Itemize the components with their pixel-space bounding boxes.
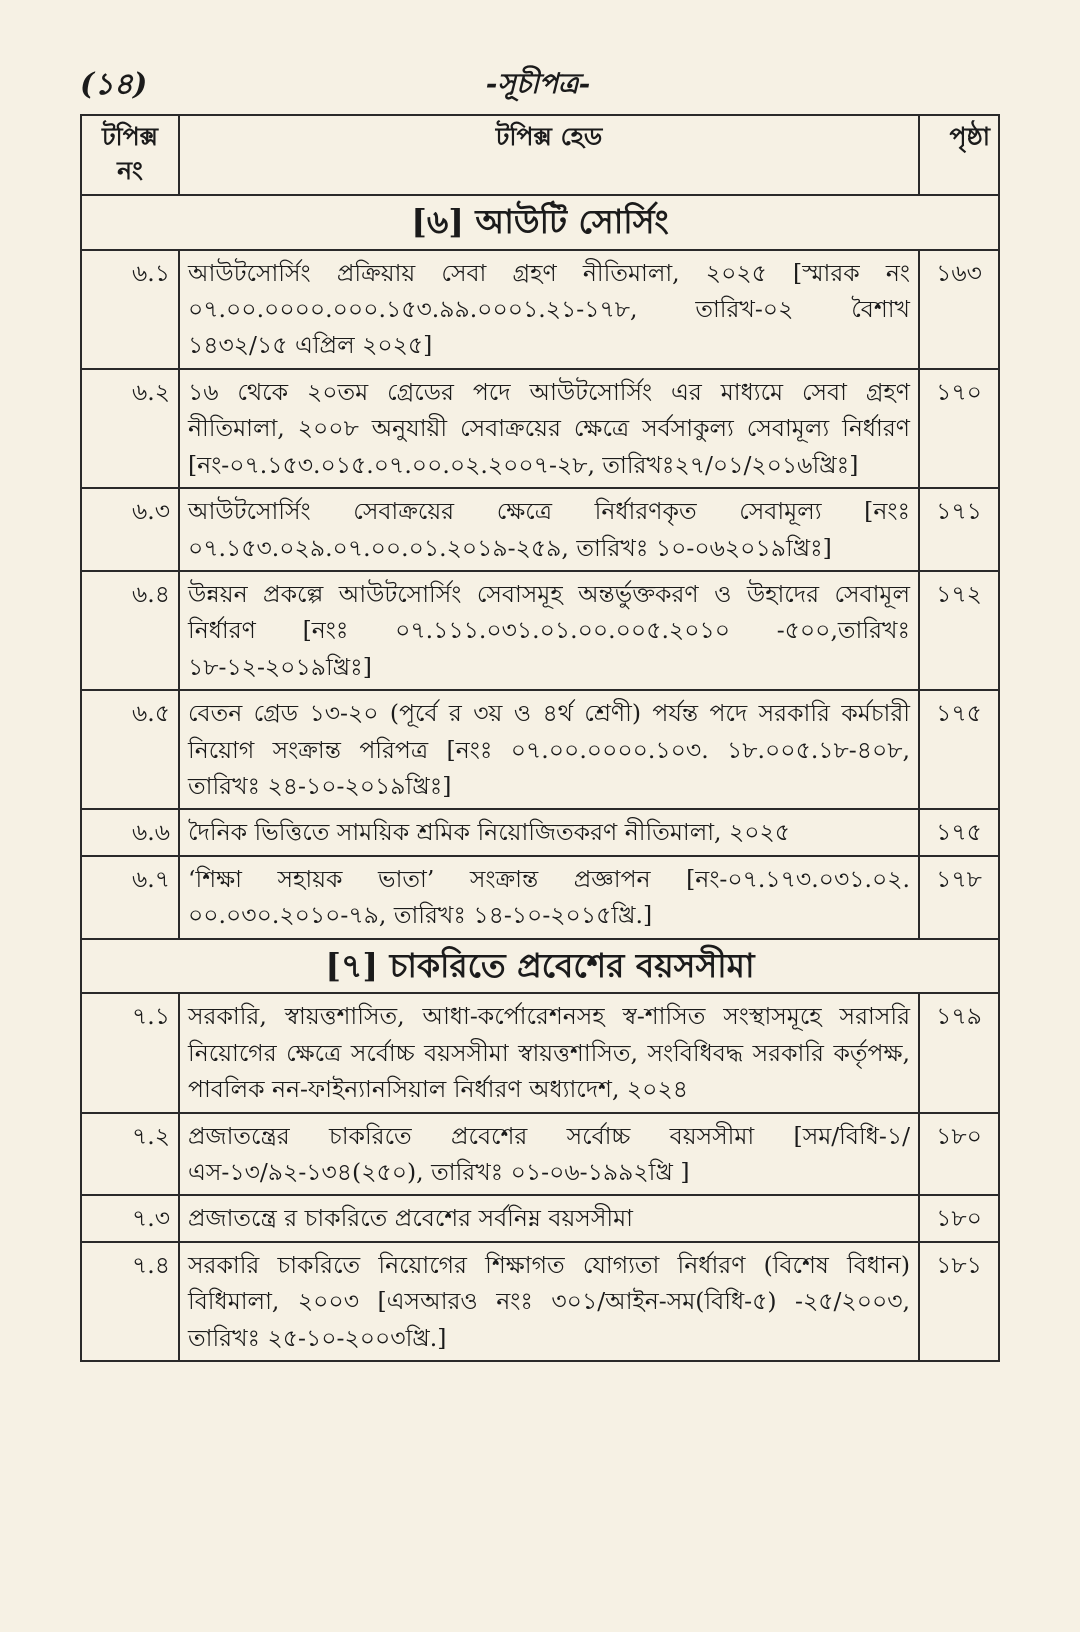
section-header-row (81, 939, 999, 994)
page-header (78, 60, 998, 104)
topic-number: ৬.৬ (81, 809, 179, 855)
topic-page: ১৭৮ (919, 856, 999, 939)
page-title: -সূচীপত্র- (485, 67, 591, 100)
topic-number: ৭.৪ (81, 1242, 179, 1361)
topic-number: ৬.২ (81, 369, 179, 488)
topic-page: ১৮০ (919, 1195, 999, 1241)
table-row (81, 1113, 999, 1196)
topic-number: ৬.৭ (81, 856, 179, 939)
column-header-topic-head: টপিক্স হেড (179, 115, 919, 195)
topic-page: ১৭২ (919, 571, 999, 690)
column-header-page: পৃষ্ঠা (919, 115, 999, 195)
topic-number: ৬.৪ (81, 571, 179, 690)
topic-text: সরকারি চাকরিতে নিয়োগের শিক্ষাগত যোগ্যতা নির্ধারণ (বিশেষ বিধান) বিধিমালা, ২০০৩ [এসআরও নংঃ ৩০১/আইন-সম(বিধি-৫) -২৫/২০০৩, তারিখঃ ২৫-১০-২০০৩খ্রি.] (179, 1242, 919, 1361)
topic-page: ১৬৩ (919, 250, 999, 369)
topic-text: ১৬ থেকে ২০তম গ্রেডের পদে আউটসোর্সিং এর মাধ্যমে সেবা গ্রহণ নীতিমালা, ২০০৮ অনুযায়ী সেবাক্রয়ের ক্ষেত্রে সর্বসাকুল্য সেবামূল্য নির্ধারণ [নং-০৭.১৫৩.০১৫.০৭.০০.০২.২০০৭-২৮, তারিখঃ২৭/০১/২০১৬খ্রিঃ] (179, 369, 919, 488)
topic-page: ১৭৫ (919, 690, 999, 809)
table-row (81, 369, 999, 488)
page-number: (১৪) (80, 67, 148, 102)
topic-page: ১৭১ (919, 488, 999, 571)
table-row (81, 250, 999, 369)
table-row (81, 1242, 999, 1361)
topic-page: ১৭০ (919, 369, 999, 488)
topic-text: বেতন গ্রেড ১৩-২০ (পূর্বে র ৩য় ও ৪র্থ শ্রেণী) পর্যন্ত পদে সরকারি কর্মচারী নিয়োগ সংক্রান্ত পরিপত্র [নংঃ ০৭.০০.০০০০.১০৩. ১৮.০০৫.১৮-৪০৮, তারিখঃ ২৪-১০-২০১৯খ্রিঃ] (179, 690, 919, 809)
topic-text: ‘শিক্ষা সহায়ক ভাতা’ সংক্রান্ত প্রজ্ঞাপন [নং-০৭.১৭৩.০৩১.০২. ০০.০৩০.২০১০-৭৯, তারিখঃ ১৪-১০-২০১৫খ্রি.] (179, 856, 919, 939)
section-header-row (81, 195, 999, 250)
table-row (81, 690, 999, 809)
section-title: [৭] চাকরিতে প্রবেশের বয়সসীমা (81, 939, 999, 994)
topic-number: ৭.৩ (81, 1195, 179, 1241)
topic-page: ১৭৫ (919, 809, 999, 855)
section-title: [৬] আউটি সোর্সিং (81, 195, 999, 250)
topic-number: ৬.৩ (81, 488, 179, 571)
topic-number: ৬.৫ (81, 690, 179, 809)
topic-text: সরকারি, স্বায়ত্তশাসিত, আধা-কর্পোরেশনসহ স্ব-শাসিত সংস্থাসমূহে সরাসরি নিয়োগের ক্ষেত্রে সর্বোচ্চ বয়সসীমা স্বায়ত্তশাসিত, সংবিধিবদ্ধ সরকারি কর্তৃপক্ষ, পাবলিক নন-ফাইন্যানসিয়াল নির্ধারণ অধ্যাদেশ, ২০২৪ (179, 993, 919, 1112)
topic-number: ৬.১ (81, 250, 179, 369)
topic-text: উন্নয়ন প্রকল্পে আউটসোর্সিং সেবাসমূহ অন্তর্ভুক্তকরণ ও উহাদের সেবামূল নির্ধারণ [নংঃ ০৭.১১১.০৩১.০১.০০.০০৫.২০১০ -৫০০,তারিখঃ ১৮-১২-২০১৯খ্রিঃ] (179, 571, 919, 690)
topic-text: প্রজাতন্ত্রে র চাকরিতে প্রবেশের সর্বনিম্ন বয়সসীমা (179, 1195, 919, 1241)
topic-number: ৭.১ (81, 993, 179, 1112)
table-row (81, 856, 999, 939)
topic-number: ৭.২ (81, 1113, 179, 1196)
column-header-topic-no: টপিক্স নং (81, 115, 179, 195)
topic-page: ১৮০ (919, 1113, 999, 1196)
table-row (81, 809, 999, 855)
table-row (81, 1195, 999, 1241)
table-row (81, 993, 999, 1112)
topic-page: ১৮১ (919, 1242, 999, 1361)
table-row (81, 571, 999, 690)
topic-text: আউটসোর্সিং সেবাক্রয়ের ক্ষেত্রে নির্ধারণকৃত সেবামূল্য [নংঃ ০৭.১৫৩.০২৯.০৭.০০.০১.২০১৯-২৫৯, তারিখঃ ১০-০৬২০১৯খ্রিঃ] (179, 488, 919, 571)
topic-page: ১৭৯ (919, 993, 999, 1112)
topic-text: দৈনিক ভিত্তিতে সাময়িক শ্রমিক নিয়োজিতকরণ নীতিমালা, ২০২৫ (179, 809, 919, 855)
toc-table (80, 114, 1000, 1362)
table-header-row (81, 115, 999, 195)
table-row (81, 488, 999, 571)
topic-text: প্রজাতন্ত্রের চাকরিতে প্রবেশের সর্বোচ্চ বয়সসীমা [সম/বিধি-১/এস-১৩/৯২-১৩৪(২৫০), তারিখঃ ০১-০৬-১৯৯২খ্রি ] (179, 1113, 919, 1196)
topic-text: আউটসোর্সিং প্রক্রিয়ায় সেবা গ্রহণ নীতিমালা, ২০২৫ [স্মারক নং ০৭.০০.০০০০.০০০.১৫৩.৯৯.০০০১.২১-১৭৮, তারিখ-০২ বৈশাখ ১৪৩২/১৫ এপ্রিল ২০২৫] (179, 250, 919, 369)
